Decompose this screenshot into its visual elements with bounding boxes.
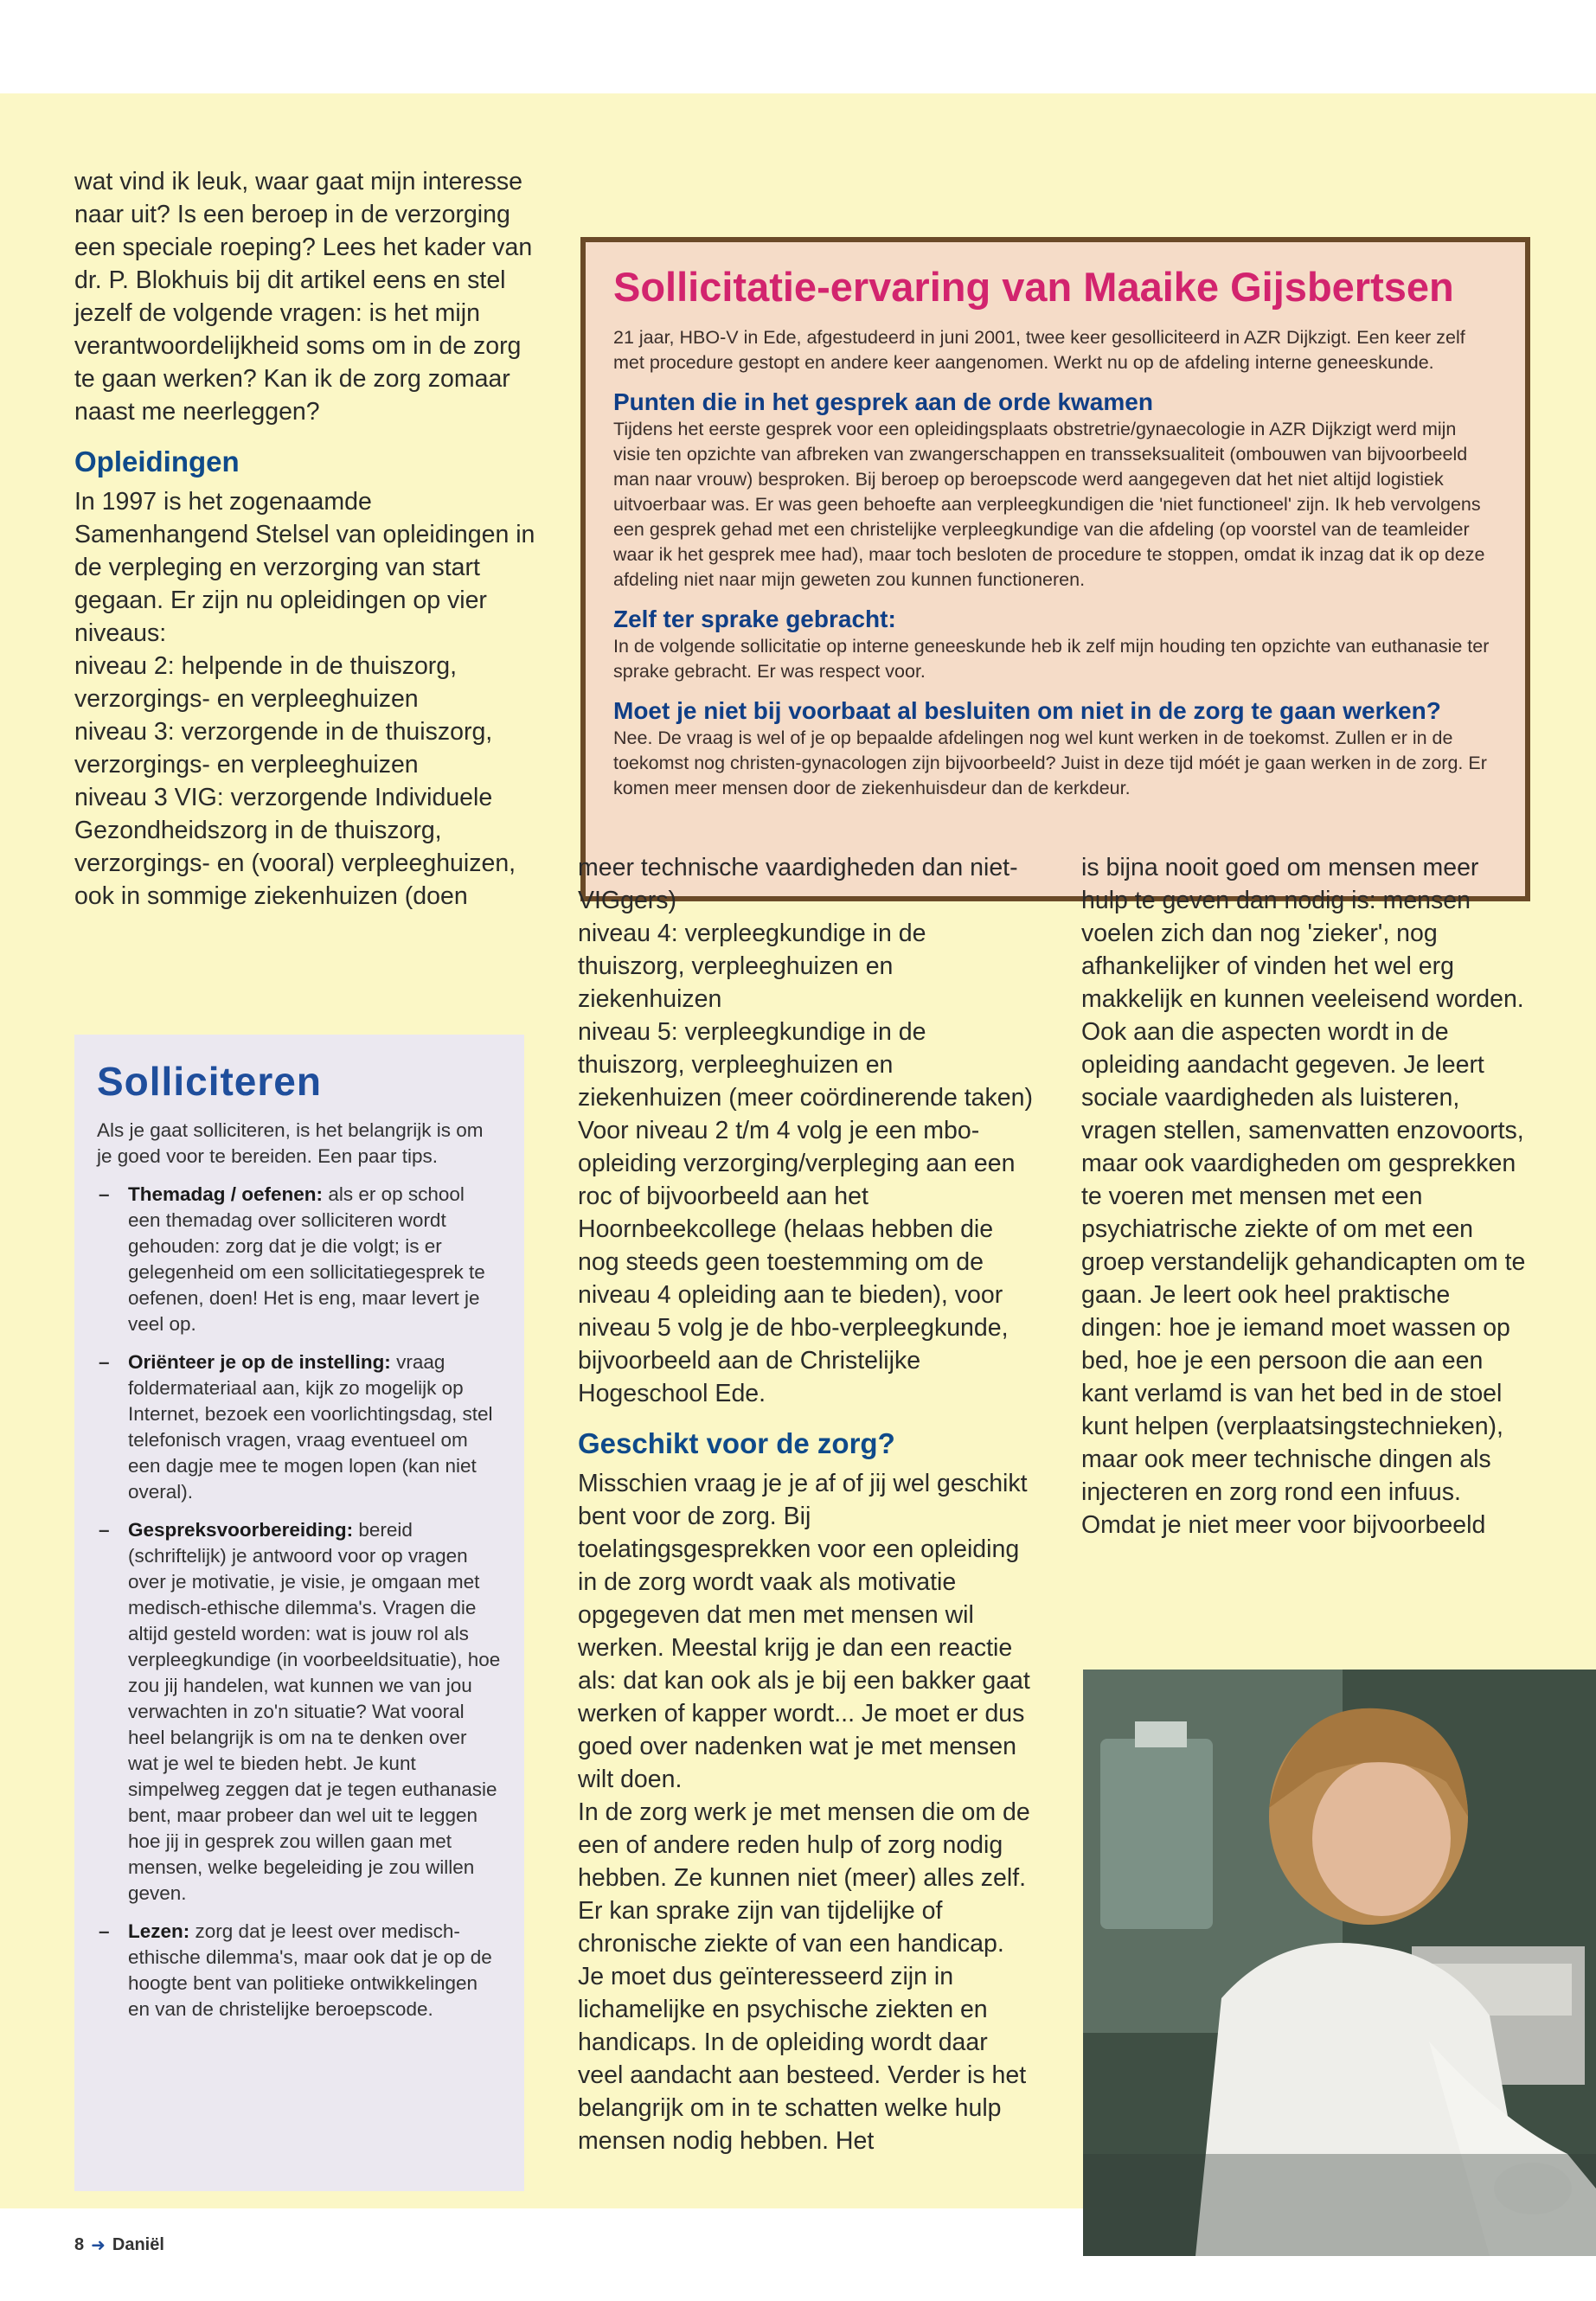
dash-bullet-icon: – (99, 1183, 110, 1205)
experience-title: Sollicitatie-ervaring van Maaike Gijsbertsen (613, 264, 1454, 310)
experience-heading-2: Zelf ter sprake gebracht: (613, 606, 896, 632)
tip-text: vraag foldermateriaal aan, kijk zo mogelijk op Internet, bezoek een voorlichtingsdag, stel telefonisch vragen, vraag eventueel om een dagje mee te mogen lopen (kan niet overal). (128, 1351, 493, 1503)
middle-paragraph-2: Voor niveau 2 t/m 4 volg je een mbo-opleiding verzorging/verpleging aan een roc of bijvoorbeeld aan het Hoornbeekcollege (helaas hebben die nog steeds geen toestemming om de niveau 4 opleiding aan te bieden), voor niveau 5 volg je de hbo-verpleegkunde, bijvoorbeeld aan de Christelijke Hogeschool Ede. (578, 1117, 1016, 1407)
tip-item (97, 1919, 502, 2022)
middle-paragraph-1: meer technische vaardigheden dan niet-VIGgers) (578, 854, 1018, 914)
heading-geschikt: Geschikt voor de zorg? (578, 1427, 895, 1459)
nurse-photo-illustration (1083, 1670, 1596, 2256)
opleidingen-paragraph: In 1997 is het zogenaamde Samenhangend Stelsel van opleidingen in de verpleging en verzorging van start gegaan. Er zijn nu opleidingen op vier niveaus: (74, 488, 535, 647)
experience-heading-3: Moet je niet bij voorbaat al besluiten om niet in de zorg te gaan werken? (613, 697, 1441, 724)
tip-item (97, 1517, 502, 1907)
tip-item (97, 1349, 502, 1505)
page-number: 8 (74, 2235, 85, 2254)
level-2-text: niveau 2: helpende in de thuiszorg, verzorgings- en verpleeghuizen (74, 652, 458, 713)
experience-box (580, 237, 1530, 901)
tips-list (97, 1182, 502, 2022)
middle-paragraph-4: In de zorg werk je met mensen die om de een of andere reden hulp of zorg nodig hebben. Ze kunnen niet (meer) alles zelf. Er kan sprake zijn van tijdelijke of chronische ziekte of van een handicap. Je moet dus geïnteresseerd zijn in lichamelijke en psychische ziekten en handicaps. In de opleiding wordt daar veel aandacht aan besteed. Verder is het belangrijk om in te schatten welke hulp mensen nodig hebben. Het (578, 1798, 1030, 2155)
tip-term: Themadag / oefenen: (128, 1183, 324, 1205)
tip-term: Lezen: (128, 1920, 190, 1942)
tip-item (97, 1182, 502, 1337)
right-paragraph: is bijna nooit goed om mensen meer hulp te geven dan nodig is: mensen voelen zich dan nog 'zieker', nog afhankelijker of vinden het wel erg makkelijk en kunnen veeleisend worden. Ook aan die aspecten wordt in de opleiding aandacht gegeven. Je leert sociale vaardigheden als luisteren, vragen stellen, samenvatten enzovoorts, maar ook vaardigheden om gesprekken te voeren met mensen met een psychiatrische ziekte of om met een groep verstandelijk gehandicapten om te gaan. Je leert ook heel praktische dingen: hoe je iemand moet wassen op bed, hoe je een persoon die aan een kant verlamd is van het bed in de stoel kunt helpen (verplaatsingstechnieken), maar ook meer technische dingen als injecteren en zorg rond een infuus. Omdat je niet meer voor bijvoorbeeld (1081, 854, 1526, 1539)
level-5-text: niveau 5: verpleegkundige in de thuiszorg, verpleeghuizen en ziekenhuizen (meer coördinerende taken) (578, 1018, 1033, 1112)
solliciteren-title: Solliciteren (97, 1059, 322, 1104)
solliciteren-box (74, 1035, 524, 2191)
level-3-vig-text: niveau 3 VIG: verzorgende Individuele Gezondheidszorg in de thuiszorg, verzorgings- en (vooral) verpleeghuizen, ook in sommige ziekenhuizen (doen (74, 784, 516, 910)
heading-opleidingen: Opleidingen (74, 445, 240, 478)
experience-text-3: Nee. De vraag is wel of je op bepaalde afdelingen nog wel kunt werken in de toekomst. Zullen er in de toekomst nog christen-gynacologen zijn bijvoorbeeld? Juist in deze tijd móét je gaan werken in de zorg. Er komen meer mensen door de ziekenhuisdeur dan de kerkdeur. (613, 727, 1487, 798)
experience-intro: 21 jaar, HBO-V in Ede, afgestudeerd in juni 2001, twee keer gesolliciteerd in AZR Dijkzigt. Een keer zelf met procedure gestopt en andere keer aangenomen. Werkt nu op de afdeling interne geneeskunde. (613, 327, 1465, 373)
nurse-photo (1083, 1670, 1596, 2256)
left-column (74, 165, 542, 913)
tip-text: zorg dat je leest over medisch-ethische dilemma's, maar ook dat je op de hoogte bent van politieke ontwikkelingen en van de christelijke beroepscode. (128, 1920, 492, 2020)
tip-text: als er op school een themadag over solliciteren wordt gehouden: zorg dat je die volgt; is er gelegenheid om een sollicitatiegesprek te oefenen, doen! Het is eng, maar levert je veel op. (128, 1183, 485, 1335)
tip-term: Gespreksvoorbereiding: (128, 1519, 354, 1541)
arrow-right-icon: ➜ (91, 2236, 106, 2255)
middle-column (578, 851, 1036, 2157)
dash-bullet-icon: – (99, 1351, 110, 1373)
left-intro-text: wat vind ik leuk, waar gaat mijn interesse naar uit? Is een beroep in de verzorging een speciale roeping? Lees het kader van dr. P. Blokhuis bij dit artikel eens en stel jezelf de volgende vragen: is het mijn verantwoordelijkheid soms om in de zorg te gaan werken? Kan ik de zorg zomaar naast me neerleggen? (74, 168, 533, 426)
dash-bullet-icon: – (99, 1920, 110, 1942)
tip-term: Oriënteer je op de instelling: (128, 1351, 391, 1373)
middle-paragraph-3: Misschien vraag je je af of jij wel geschikt bent voor de zorg. Bij toelatingsgesprekken voor een opleiding in de zorg wordt vaak als motivatie opgegeven dat men met mensen wil werken. Meestal krijg je dan een reactie als: dat kan ook als je bij een bakker gaat werken of kapper wordt... Je moet er dus goed over nadenken wat je met mensen wilt doen. (578, 1470, 1030, 1793)
experience-text-2: In de volgende sollicitatie op interne geneeskunde heb ik zelf mijn houding ten opzichte van euthanasie ter sprake gebracht. Er was respect voor. (613, 636, 1490, 682)
right-column (1081, 851, 1531, 1541)
magazine-name: Daniël (112, 2235, 164, 2254)
solliciteren-intro: Als je gaat solliciteren, is het belangrijk is om je goed voor te bereiden. Een paar tips. (97, 1119, 484, 1167)
level-4-text: niveau 4: verpleegkundige in de thuiszorg, verpleeghuizen en ziekenhuizen (578, 920, 926, 1013)
experience-heading-1: Punten die in het gesprek aan de orde kwamen (613, 388, 1153, 415)
experience-text-1: Tijdens het eerste gesprek voor een opleidingsplaats obstretrie/gynaecologie in AZR Dijkzigt werd mijn visie ten opzichte van afbreken van zwangerschappen en transseksualiteit (ombouwen van bijvoorbeeld man naar vrouw) besproken. Bij beroep op beroepscode werd aangegeven dat het niet altijd logistiek uitvoerbaar was. Er was geen behoefte aan verpleegkundigen die 'niet functioneel' zijn. Ik heb vervolgens een gesprek gehad met een christelijke verpleegkundige van die afdeling (op voorstel van de teamleider waar ik het gesprek mee had), maar toch besloten de procedure te stoppen, omdat ik inzag dat ik op deze afdeling niet naar mijn geweten zou kunnen functioneren. (613, 419, 1485, 590)
dash-bullet-icon: – (99, 1519, 110, 1541)
page-footer (74, 2234, 164, 2256)
level-3-text: niveau 3: verzorgende in de thuiszorg, verzorgings- en verpleeghuizen (74, 718, 493, 779)
tip-text: bereid (schriftelijk) je antwoord voor op vragen over je motivatie, je visie, je omgaan met medisch-ethische dilemma's. Vragen die altijd gesteld worden: wat is jouw rol als verpleegkundige (in voorbeeldsituatie), hoe zou jij handelen, wat kunnen we van jou verwachten in zo'n situatie? Wat vooral heel belangrijk is om na te denken over wat je wel te bieden hebt. Je kunt simpelweg zeggen dat je tegen euthanasie bent, maar probeer dan wel uit te leggen hoe jij in gesprek zou willen gaan met mensen, welke begeleiding je zou willen geven. (128, 1519, 501, 1904)
magazine-page (0, 93, 1596, 2255)
